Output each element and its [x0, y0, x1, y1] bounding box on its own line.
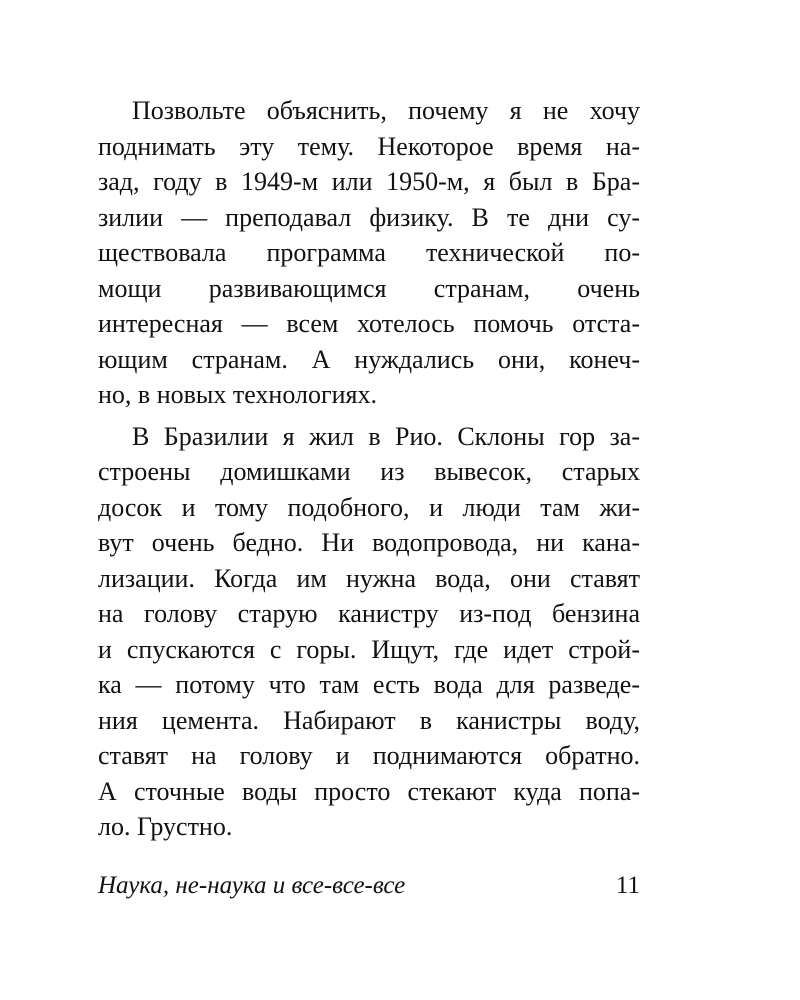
text-line: А сточные воды просто стекают куда попа- [98, 776, 640, 806]
text-line: зад, году в 1949-м или 1950-м, я был в Бра- [98, 167, 640, 196]
body-text [98, 93, 640, 845]
text-line: вут очень бедно. Ни водопровода, ни кана- [98, 528, 640, 557]
text-line: ществовала программа технической по- [98, 238, 640, 267]
text-line: ка — потому что там есть вода для разведе- [98, 670, 640, 699]
paragraph [98, 93, 640, 413]
text-line: ния цемента. Набирают в канистры воду, [98, 705, 640, 735]
text-line: на голову старую канистру из-под бензина [98, 599, 640, 628]
text-line: зилии — преподавал физику. В те дни су- [98, 202, 640, 232]
text-line: ло. Грустно. [98, 812, 233, 841]
text-line: досок и тому подобного, и люди там жи- [98, 492, 640, 522]
running-title: Наука, не-наука и все-все-все [98, 872, 406, 899]
text-line: ставят на голову и поднимаются обратно. [98, 741, 640, 770]
text-line: строены домишками из вывесок, старых [98, 457, 640, 486]
page-number: 11 [615, 872, 640, 899]
text-line: В Бразилии я жил в Рио. Склоны гор за- [132, 421, 640, 451]
paragraph [98, 419, 640, 845]
text-line: Позвольте объяснить, почему я не хочу [132, 96, 640, 125]
text-line: но, в новых технологиях. [98, 380, 377, 409]
page-footer [98, 870, 640, 902]
text-line: интересная — всем хотелось помочь отста- [98, 309, 640, 338]
text-line: и спускаются с горы. Ищут, где идет строй- [98, 634, 640, 664]
text-line: поднимать эту тему. Некоторое время на- [98, 131, 640, 161]
text-line: мощи развивающимся странам, очень [98, 273, 640, 303]
text-line: лизации. Когда им нужна вода, они ставят [98, 563, 640, 593]
text-line: ющим странам. А нуждались они, конеч- [98, 344, 640, 374]
